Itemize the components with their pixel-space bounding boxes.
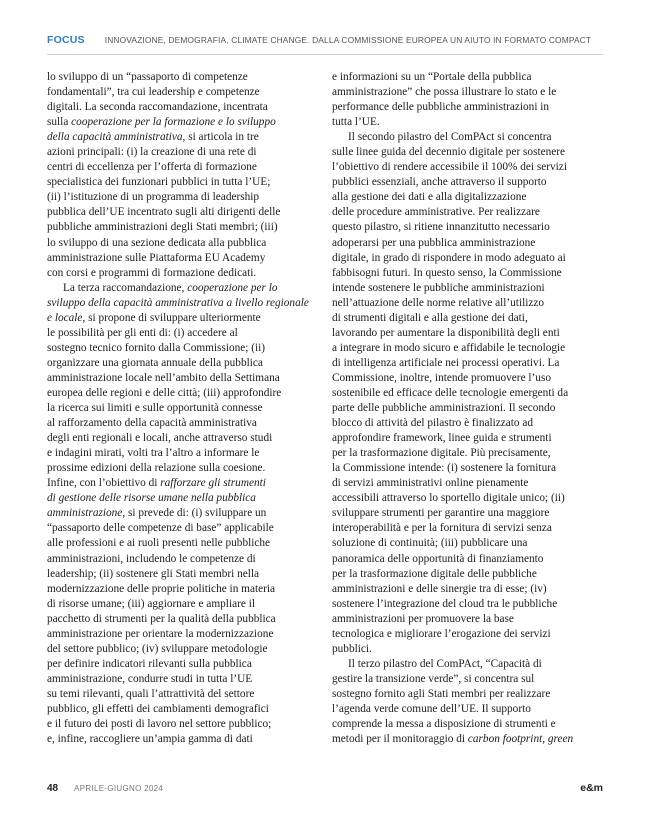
text-line: amministrazioni per promuovere la base xyxy=(332,612,514,625)
text-line: accessibili attraverso lo sportello digitale unico; (ii) xyxy=(332,492,565,505)
text-line: di strumenti digitali e alla gestione dei dati, xyxy=(332,311,528,324)
paragraph xyxy=(47,70,309,281)
brand-logo: e&m xyxy=(580,782,603,794)
text-line: intende sostenere le pubbliche amministrazioni xyxy=(332,281,545,294)
text-line: la ricerca sui limiti e sulle opportunità connesse xyxy=(47,402,263,415)
text-line: (ii) l’istituzione di un programma di leadership xyxy=(47,191,260,204)
text-line: per la trasformazione digitale delle pubbliche xyxy=(332,567,537,580)
text-line: delle procedure amministrative. Per realizzare xyxy=(332,206,540,219)
paragraph xyxy=(47,281,309,747)
text-line: pubblica dell’UE incentrato sugli alti dirigenti delle xyxy=(47,206,281,219)
text-line: al rafforzamento della capacità amministrativa xyxy=(47,417,257,430)
text-line: parte delle pubbliche amministrazioni. Il secondo xyxy=(332,402,556,415)
page-number: 48 xyxy=(47,782,59,794)
text-line: amministrazioni e delle sinergie tra di esse; (iv) xyxy=(332,582,547,595)
text-line: europea delle regioni e delle città; (iii) approfondire xyxy=(47,386,282,399)
text-line: La terza raccomandazione, cooperazione per lo xyxy=(63,281,278,294)
text-line: sostegno tecnico fornito dalla Commissione; (ii) xyxy=(47,341,266,354)
text-line: Infine, con l’obiettivo di rafforzare gli strumenti xyxy=(47,477,266,490)
text-line: e indagini mirati, volti tra l’altro a informare le xyxy=(47,447,260,460)
right-column xyxy=(332,70,594,747)
text-line: organizzare una giornata annuale della pubblica xyxy=(47,356,263,369)
text-line: gestire la transizione verde”, si concentra sul xyxy=(332,672,535,685)
text-line: sulle linee guida del decennio digitale per sostenere xyxy=(332,146,566,159)
left-column xyxy=(47,70,309,747)
text-line: per definire indicatori rilevanti sulla pubblica xyxy=(47,657,252,670)
text-line: sostenibile ed efficace delle tecnologie emergenti da xyxy=(332,386,569,399)
text-line: sviluppo della capacità amministrativa a livello regionale xyxy=(47,296,309,309)
text-line: pubblici essenziali, anche attraverso il supporto xyxy=(332,176,547,189)
text-line: digitali. La seconda raccomandazione, incentrata xyxy=(47,101,268,114)
running-header xyxy=(47,34,603,55)
text-line: sviluppare strumenti per garantire una maggiore xyxy=(332,507,550,520)
text-line: soluzione di continuità; (iii) pubblicare una xyxy=(332,537,528,550)
text-line: pubblico, gli effetti dei cambiamenti demografici xyxy=(47,702,269,715)
issue-date: APRILE-GIUGNO 2024 xyxy=(74,783,164,793)
text-line: le possibilità per gli enti di: (i) accedere al xyxy=(47,326,238,339)
text-line: fabbisogni futuri. In questo senso, la Commissione xyxy=(332,266,562,279)
text-line: performance delle pubbliche amministrazioni in xyxy=(332,101,550,114)
text-line: del settore pubblico; (iv) sviluppare metodologie xyxy=(47,642,268,655)
text-line: di servizi amministrativi online pienamente xyxy=(332,477,529,490)
text-line: di intelligenza artificiale nei processi operativi. La xyxy=(332,356,560,369)
text-line: azioni principali: (i) la creazione di una rete di xyxy=(47,146,257,159)
text-line: leadership; (ii) sostenere gli Stati membri nella xyxy=(47,567,260,580)
section-label: FOCUS xyxy=(47,34,85,46)
paragraph xyxy=(332,130,594,657)
text-line: “passaporto delle competenze di base” applicabile xyxy=(47,522,274,535)
paragraph xyxy=(332,70,594,130)
text-line: comprende la messa a disposizione di strumenti e xyxy=(332,718,556,731)
text-line: digitale, in grado di rispondere in modo adeguato ai xyxy=(332,251,566,264)
text-line: su temi rilevanti, quali l’attrattività del settore xyxy=(47,687,255,700)
text-line: con corsi e programmi di formazione dedicati. xyxy=(47,266,257,279)
text-line: Il terzo pilastro del ComPAct, “Capacità di xyxy=(348,657,542,670)
text-line: di gestione delle risorse umane nella pubblica xyxy=(47,492,256,505)
text-line: della capacità amministrativa, si articola in tre xyxy=(47,131,259,144)
text-line: fondamentali”, tra cui leadership e competenze xyxy=(47,86,260,99)
text-line: amministrazione” che possa illustrare lo stato e le xyxy=(332,86,557,99)
text-line: la Commissione intende: (i) sostenere la fornitura xyxy=(332,462,556,475)
text-line: e, infine, raccogliere un’ampia gamma di dati xyxy=(47,733,253,746)
text-line: prossime edizioni della relazione sulla coesione. xyxy=(47,462,266,475)
text-line: interoperabilità e per la fornitura di servizi senza xyxy=(332,522,552,535)
text-line: sulla cooperazione per la formazione e lo sviluppo xyxy=(47,116,276,129)
text-line: pacchetto di strumenti per la qualità della pubblica xyxy=(47,612,276,625)
header-title: INNOVAZIONE, DEMOGRAFIA, CLIMATE CHANGE. DALLA COMMISSIONE EUROPEA UN AIUTO IN FORMATO COMPACT xyxy=(104,35,592,45)
text-line: per la trasformazione digitale. Più precisamente, xyxy=(332,447,551,460)
text-line: tecnologica e migliorare l’erogazione dei servizi xyxy=(332,627,551,640)
text-line: metodi per il monitoraggio di carbon footprint, green xyxy=(332,733,574,746)
text-line: degli enti regionali e locali, anche attraverso studi xyxy=(47,432,273,445)
text-line: di risorse umane; (iii) aggiornare e ampliare il xyxy=(47,597,255,610)
text-line: lo sviluppo di una sezione dedicata alla pubblica xyxy=(47,236,267,249)
text-line: alle professioni e ai ruoli presenti nelle pubbliche xyxy=(47,537,271,550)
text-line: panoramica delle opportunità di finanziamento xyxy=(332,552,544,565)
text-line: adoperarsi per una pubblica amministrazione xyxy=(332,236,536,249)
text-line: sostenere l’integrazione del cloud tra le pubbliche xyxy=(332,597,558,610)
text-line: nell’attuazione delle norme relative all’utilizzo xyxy=(332,296,545,309)
text-line: approfondire framework, linee guida e strumenti xyxy=(332,432,552,445)
text-line: l’agenda verde comune dell’UE. Il supporto xyxy=(332,702,531,715)
text-line: lavorando per aumentare la disponibilità degli enti xyxy=(332,326,560,339)
text-line: amministrazione locale nell’ambito della Settimana xyxy=(47,371,280,384)
text-line: e locale, si propone di sviluppare ulteriormente xyxy=(47,311,261,324)
text-line: e il futuro dei posti di lavoro nel settore pubblico; xyxy=(47,718,272,731)
paragraph xyxy=(332,657,594,747)
text-line: amministrazione sulle Piattaforma EU Academy xyxy=(47,251,266,264)
text-line: amministrazione, si prevede di: (i) sviluppare un xyxy=(47,507,267,520)
text-line: lo sviluppo di un “passaporto di competenze xyxy=(47,71,248,83)
text-line: pubbliche amministrazioni degli Stati membri; (iii) xyxy=(47,221,278,234)
text-line: blocco di attività del pilastro è finalizzato ad xyxy=(332,417,534,430)
text-line: amministrazione per orientare la modernizzazione xyxy=(47,627,274,640)
text-line: sostegno fornito agli Stati membri per realizzare xyxy=(332,687,551,700)
text-line: pubblici. xyxy=(332,642,372,655)
text-line: alla gestione dei dati e alla digitalizzazione xyxy=(332,191,527,204)
text-line: Commissione, inoltre, intende promuovere l’uso xyxy=(332,371,551,384)
text-line: l’obiettivo di rendere accessibile il 100% dei servizi xyxy=(332,161,567,174)
text-line: a integrare in modo sicuro e affidabile le tecnologie xyxy=(332,341,566,354)
text-line: amministrazioni, includendo le competenze di xyxy=(47,552,256,565)
text-line: amministrazione, condurre studi in tutta l’UE xyxy=(47,672,253,685)
text-line: Il secondo pilastro del ComPAct si concentra xyxy=(348,131,552,144)
page-footer xyxy=(47,780,603,796)
text-line: questo pilastro, si ritiene innanzitutto necessario xyxy=(332,221,550,234)
text-line: e informazioni su un “Portale della pubblica xyxy=(332,71,532,83)
text-line: centri di eccellenza per l’offerta di formazione xyxy=(47,161,257,174)
text-line: tutta l’UE. xyxy=(332,116,380,129)
text-line: specialistica dei funzionari pubblici in tutta l’UE; xyxy=(47,176,271,189)
text-line: modernizzazione delle proprie politiche in materia xyxy=(47,582,276,595)
